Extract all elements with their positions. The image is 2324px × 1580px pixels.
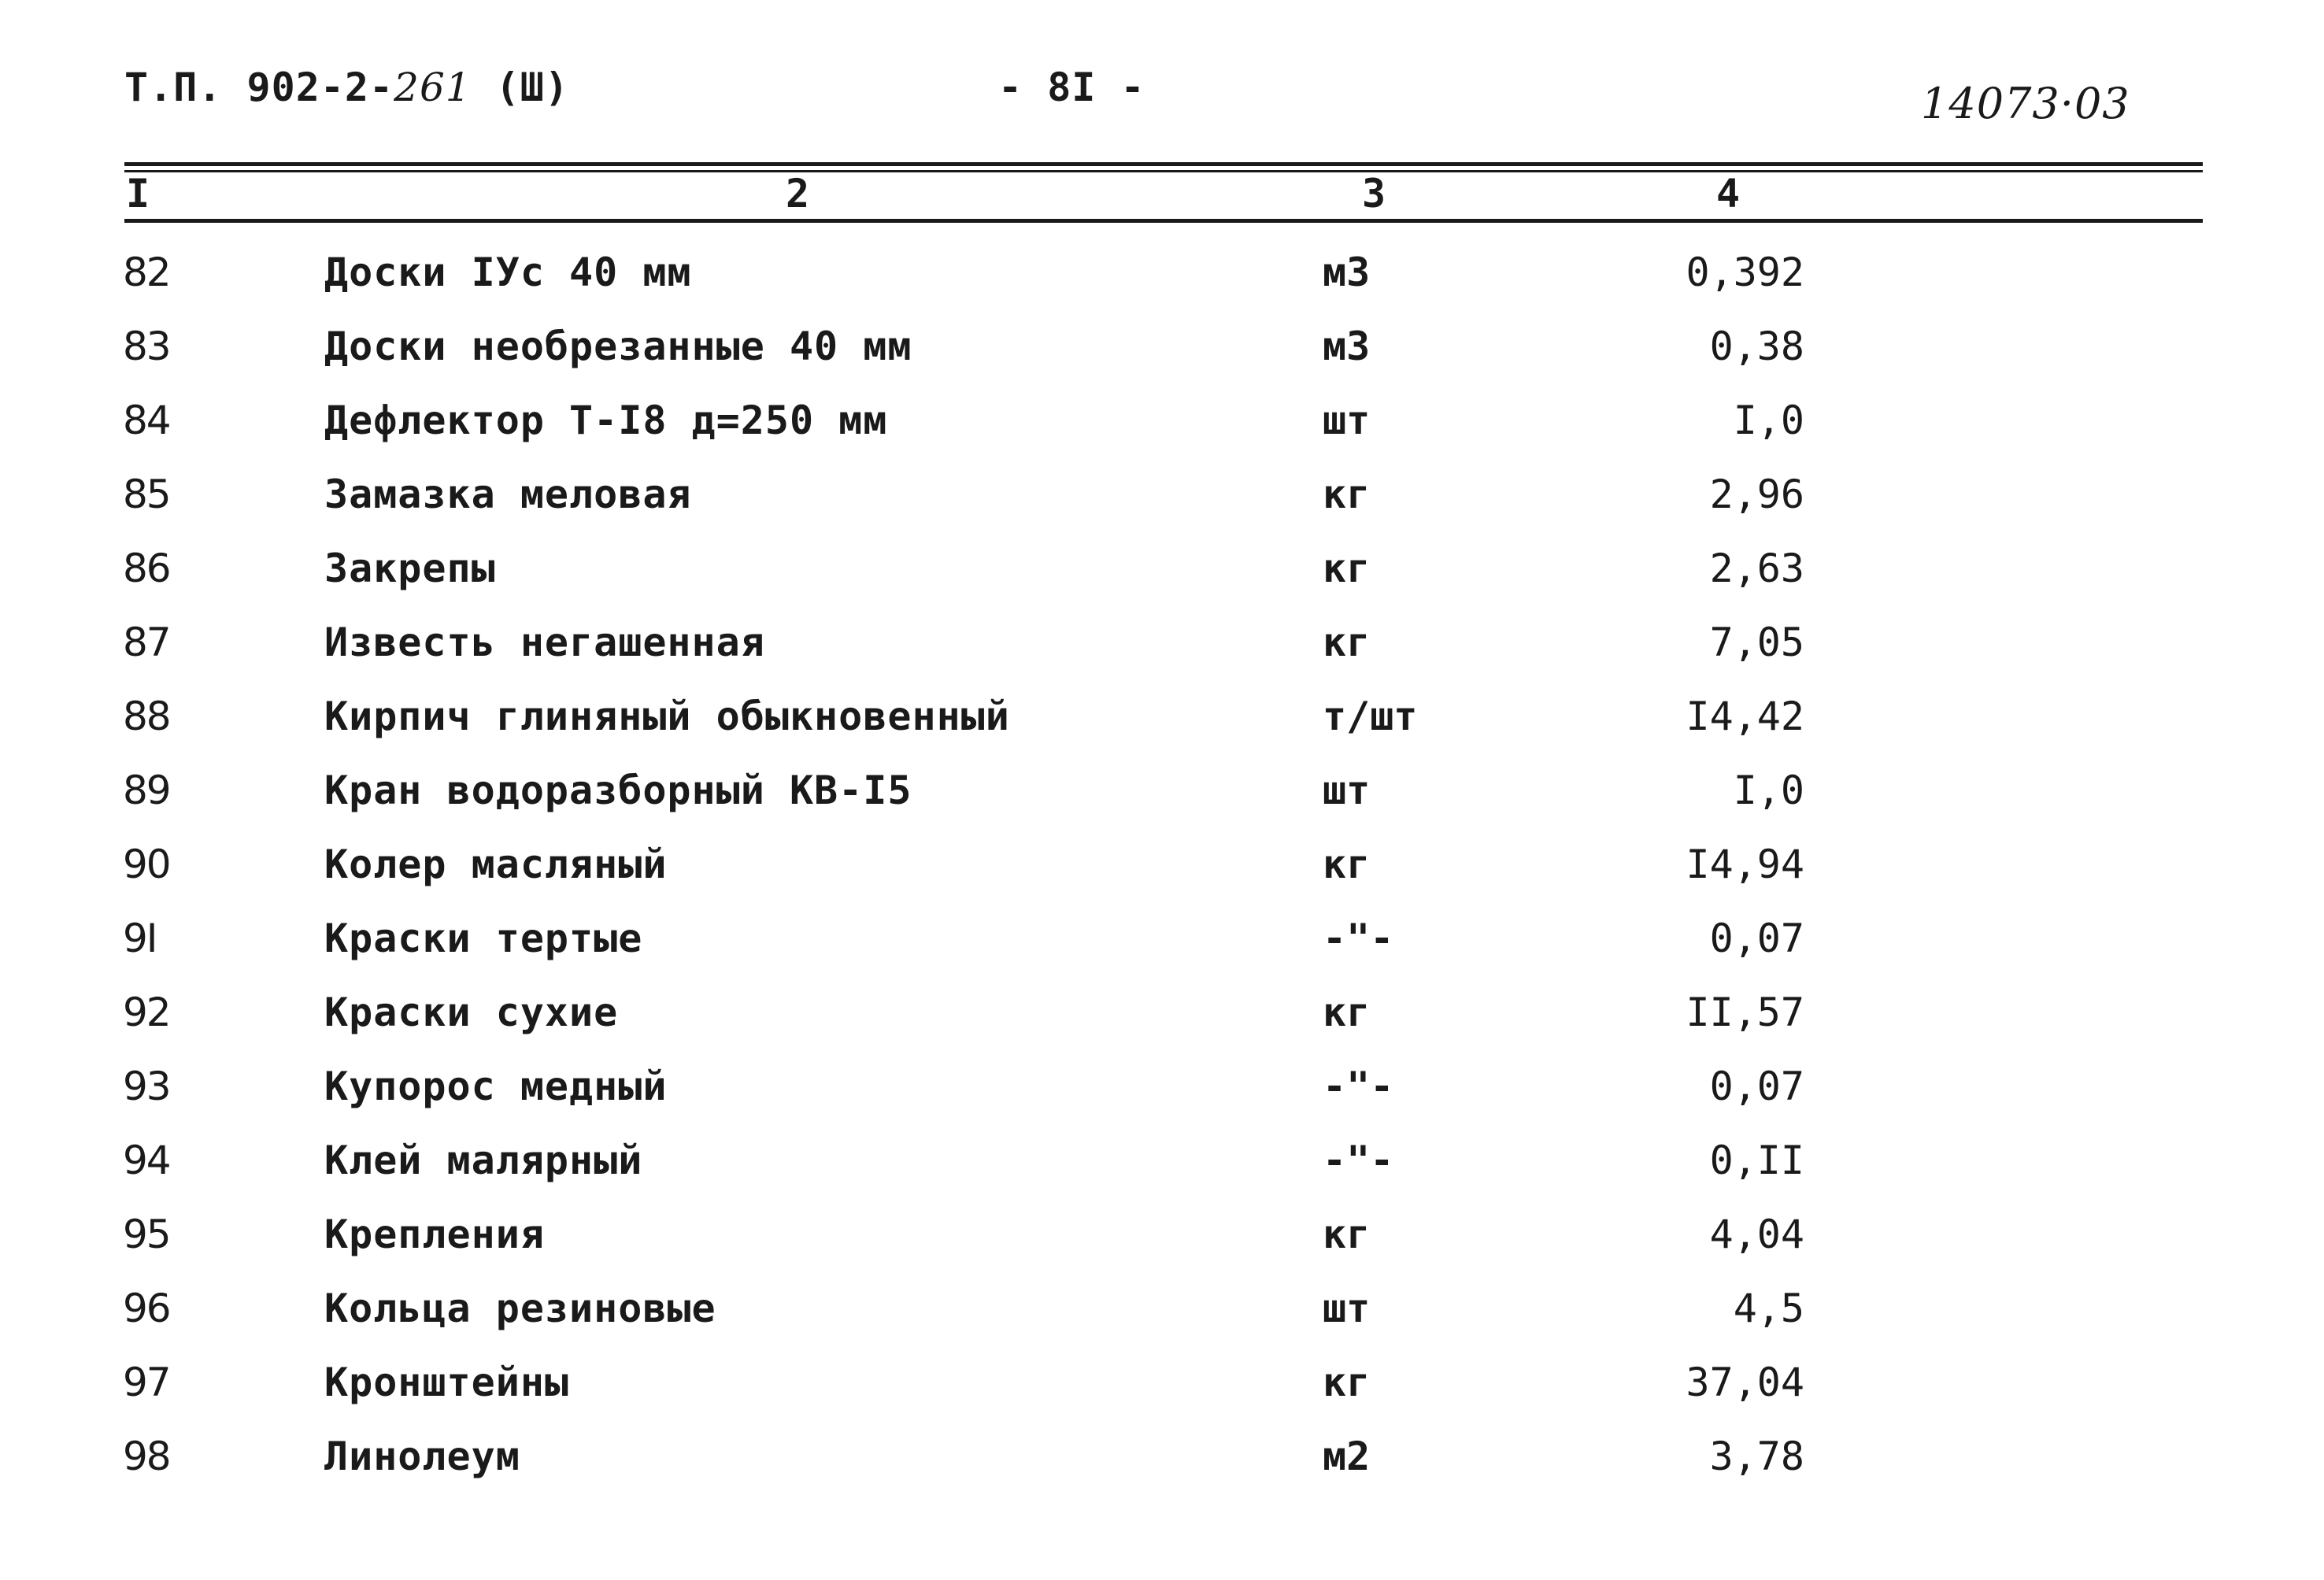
quantity: I,0	[1733, 768, 1804, 813]
unit-of-measure: кг	[1323, 990, 1371, 1035]
quantity: 0,07	[1709, 1064, 1804, 1109]
unit-of-measure: кг	[1323, 842, 1371, 887]
quantity: 0,II	[1709, 1138, 1804, 1183]
table-row	[0, 537, 2324, 600]
unit-of-measure: м2	[1323, 1434, 1371, 1479]
table-row	[0, 1351, 2324, 1414]
table-row	[0, 907, 2324, 970]
quantity: 4,5	[1733, 1286, 1804, 1331]
material-name: Кран водоразборный КВ-I5	[324, 768, 912, 813]
table-row	[0, 1277, 2324, 1340]
material-name: Кольца резиновые	[324, 1286, 716, 1331]
document-code-handwritten: 261	[394, 65, 472, 110]
column-header-quantity: 4	[1716, 171, 1741, 216]
table-row	[0, 315, 2324, 378]
unit-of-measure: шт	[1323, 768, 1371, 813]
quantity: 37,04	[1686, 1360, 1804, 1405]
row-number: 84	[123, 398, 170, 443]
material-name: Закрепы	[324, 546, 496, 591]
quantity: II,57	[1686, 990, 1804, 1035]
quantity: 2,96	[1709, 472, 1804, 517]
quantity: 3,78	[1709, 1434, 1804, 1479]
material-name: Краски сухие	[324, 990, 619, 1035]
archive-number: 14073·03	[1921, 79, 2130, 128]
material-name: Доски необрезанные 40 мм	[324, 324, 912, 369]
row-number: 97	[123, 1360, 170, 1405]
row-number: 9I	[123, 916, 157, 961]
table-header-rule	[124, 219, 2203, 223]
material-name: Купорос медный	[324, 1064, 668, 1109]
table-row	[0, 463, 2324, 526]
row-number: 95	[123, 1212, 170, 1257]
material-name: Кронштейны	[324, 1360, 570, 1405]
unit-of-measure: кг	[1323, 546, 1371, 591]
row-number: 82	[123, 250, 170, 295]
quantity: 0,07	[1709, 916, 1804, 961]
column-header-unit: 3	[1362, 171, 1386, 216]
table-row	[0, 759, 2324, 822]
table-row	[0, 1129, 2324, 1192]
quantity: 2,63	[1709, 546, 1804, 591]
unit-of-measure: кг	[1323, 620, 1371, 665]
column-header-number: I	[126, 171, 150, 216]
table-row	[0, 1055, 2324, 1118]
material-name: Дефлектор Т-I8 д=250 мм	[324, 398, 888, 443]
page-number: - 8I -	[998, 65, 1145, 110]
material-name: Колер масляный	[324, 842, 668, 887]
quantity: 4,04	[1709, 1212, 1804, 1257]
row-number: 85	[123, 472, 170, 517]
material-name: Краски тертые	[324, 916, 643, 961]
quantity: I4,94	[1686, 842, 1804, 887]
unit-of-measure: шт	[1323, 398, 1371, 443]
table-row	[0, 389, 2324, 452]
table-row	[0, 981, 2324, 1044]
quantity: 7,05	[1709, 620, 1804, 665]
unit-of-measure: кг	[1323, 1360, 1371, 1405]
material-name: Клей малярный	[324, 1138, 643, 1183]
unit-of-measure: шт	[1323, 1286, 1371, 1331]
quantity: 0,38	[1709, 324, 1804, 369]
material-name: Доски IУс 40 мм	[324, 250, 692, 295]
column-header-name: 2	[786, 171, 810, 216]
material-name: Замазка меловая	[324, 472, 692, 517]
unit-of-measure: кг	[1323, 1212, 1371, 1257]
material-name: Известь негашенная	[324, 620, 765, 665]
document-code-prefix: Т.П. 902-2-	[124, 65, 394, 110]
table-row	[0, 1203, 2324, 1266]
row-number: 87	[123, 620, 170, 665]
row-number: 89	[123, 768, 170, 813]
document-code	[124, 65, 569, 110]
unit-of-measure: -"-	[1323, 1064, 1394, 1109]
quantity: I,0	[1733, 398, 1804, 443]
table-row	[0, 241, 2324, 304]
table-row	[0, 685, 2324, 748]
unit-of-measure: -"-	[1323, 916, 1394, 961]
row-number: 90	[123, 842, 170, 887]
table-row	[0, 611, 2324, 674]
quantity: 0,392	[1686, 250, 1804, 295]
row-number: 96	[123, 1286, 170, 1331]
table-row	[0, 1425, 2324, 1488]
row-number: 86	[123, 546, 170, 591]
material-name: Крепления	[324, 1212, 545, 1257]
unit-of-measure: т/шт	[1323, 694, 1418, 739]
document-code-suffix: (Ш)	[471, 65, 569, 110]
row-number: 93	[123, 1064, 170, 1109]
quantity: I4,42	[1686, 694, 1804, 739]
material-name: Линолеум	[324, 1434, 520, 1479]
unit-of-measure: м3	[1323, 324, 1371, 369]
unit-of-measure: м3	[1323, 250, 1371, 295]
row-number: 94	[123, 1138, 170, 1183]
table-top-rule-inner	[124, 170, 2203, 172]
row-number: 98	[123, 1434, 170, 1479]
row-number: 83	[123, 324, 170, 369]
unit-of-measure: кг	[1323, 472, 1371, 517]
table-top-rule	[124, 162, 2203, 166]
row-number: 88	[123, 694, 170, 739]
unit-of-measure: -"-	[1323, 1138, 1394, 1183]
row-number: 92	[123, 990, 170, 1035]
table-row	[0, 833, 2324, 896]
material-name: Кирпич глиняный обыкновенный	[324, 694, 1010, 739]
